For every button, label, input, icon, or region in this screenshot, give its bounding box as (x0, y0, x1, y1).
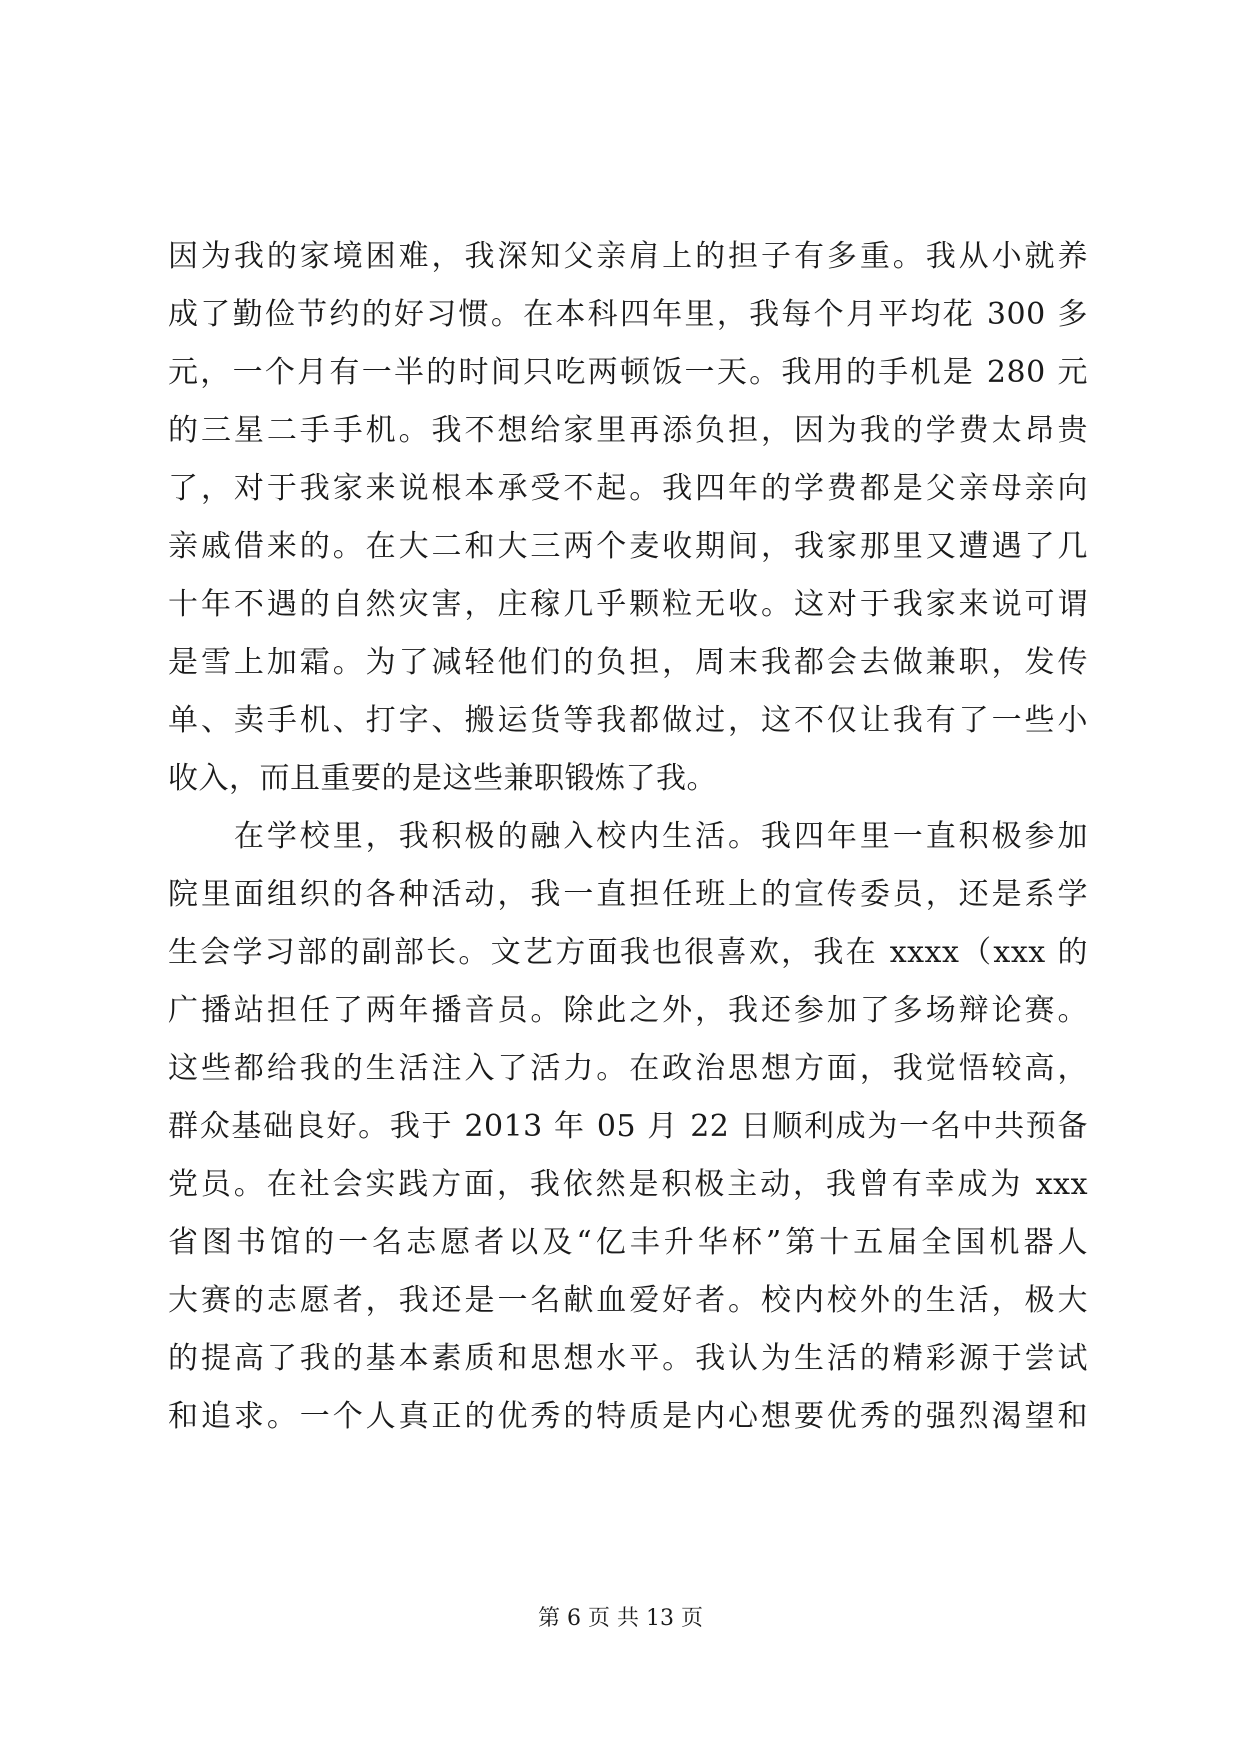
text-line: 收入，而且重要的是这些兼职锻炼了我。 (168, 761, 717, 796)
text-line: 在学校里，我积极的融入校内生活。我四年里一直积极参加 (168, 819, 1088, 854)
page-number: 第 6 页 共 13 页 (538, 1606, 703, 1631)
text-line: 元，一个月有一半的时间只吃两顿饭一天。我用的手机是 280 元 (168, 355, 1088, 390)
text-line: 十年不遇的自然灾害，庄稼几乎颗粒无收。这对于我家来说可谓 (168, 587, 1088, 622)
text-line: 大赛的志愿者，我还是一名献血爱好者。校内校外的生活，极大 (168, 1283, 1088, 1318)
text-line: 的三星二手手机。我不想给家里再添负担，因为我的学费太昂贵 (168, 413, 1088, 448)
paragraph-2 (168, 808, 1088, 1446)
text-line: 和追求。一个人真正的优秀的特质是内心想要优秀的强烈渴望和 (168, 1399, 1088, 1434)
text-line: 是雪上加霜。为了减轻他们的负担，周末我都会去做兼职，发传 (168, 645, 1088, 680)
text-line: 的提高了我的基本素质和思想水平。我认为生活的精彩源于尝试 (168, 1341, 1088, 1376)
text-line: 这些都给我的生活注入了活力。在政治思想方面，我觉悟较高， (168, 1051, 1088, 1086)
text-line: 广播站担任了两年播音员。除此之外，我还参加了多场辩论赛。 (168, 993, 1088, 1028)
text-line: 亲戚借来的。在大二和大三两个麦收期间，我家那里又遭遇了几 (168, 529, 1088, 564)
text-line: 因为我的家境困难，我深知父亲肩上的担子有多重。我从小就养 (168, 239, 1088, 274)
page-footer (0, 1604, 1241, 1634)
body-text (168, 228, 1088, 1446)
text-line: 院里面组织的各种活动，我一直担任班上的宣传委员，还是系学 (168, 877, 1088, 912)
text-line: 省图书馆的一名志愿者以及“亿丰升华杯”第十五届全国机器人 (168, 1225, 1088, 1260)
text-line: 生会学习部的副部长。文艺方面我也很喜欢，我在 xxxx（xxx 的 (168, 935, 1088, 970)
text-line: 单、卖手机、打字、搬运货等我都做过，这不仅让我有了一些小 (168, 703, 1088, 738)
text-line: 群众基础良好。我于 2013 年 05 月 22 日顺利成为一名中共预备 (168, 1109, 1088, 1144)
paragraph-1 (168, 228, 1088, 808)
text-line: 党员。在社会实践方面，我依然是积极主动，我曾有幸成为 xxx (168, 1167, 1088, 1202)
text-line: 成了勤俭节约的好习惯。在本科四年里，我每个月平均花 300 多 (168, 297, 1088, 332)
text-line: 了，对于我家来说根本承受不起。我四年的学费都是父亲母亲向 (168, 471, 1088, 506)
